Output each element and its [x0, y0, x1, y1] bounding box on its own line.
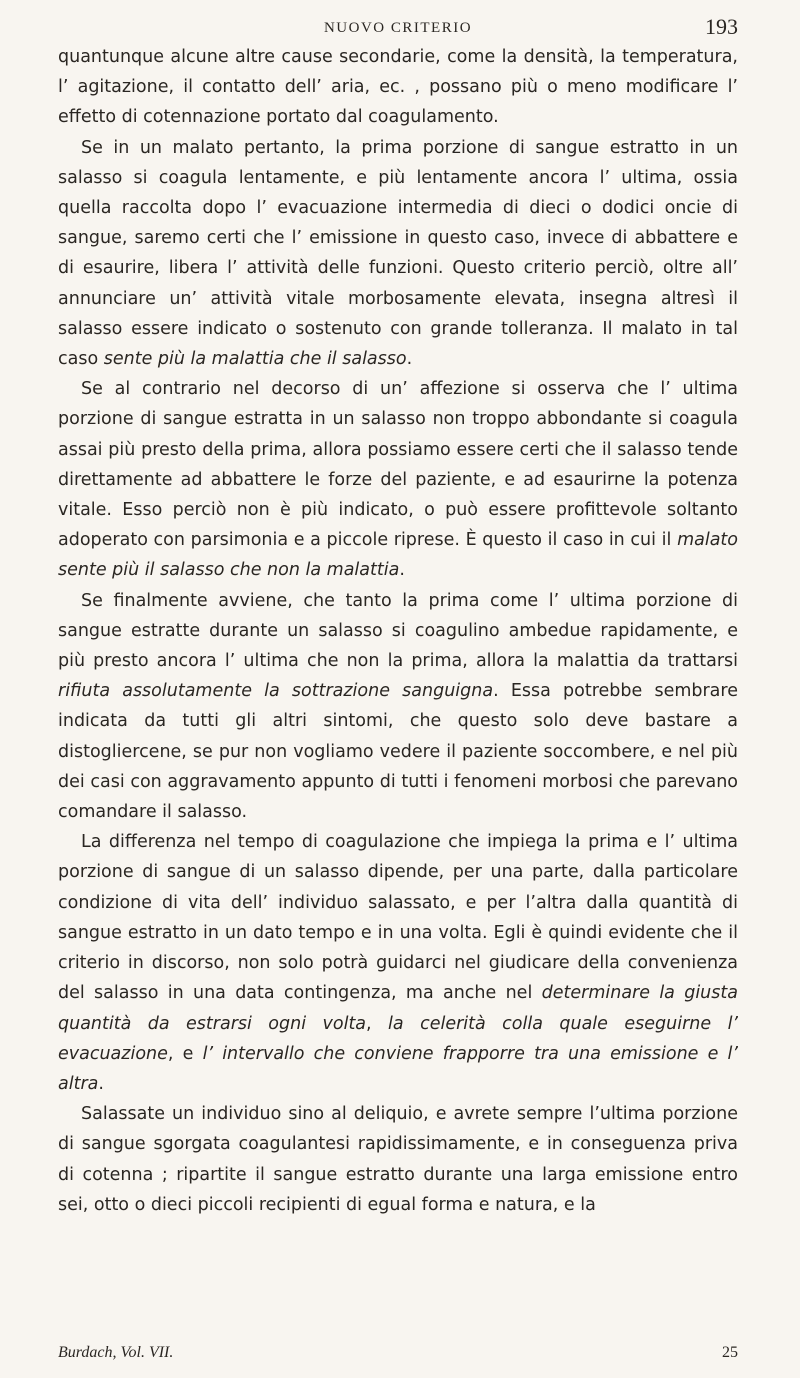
italic-segment: la celerità colla quale eseguirne l’ evacuazione — [58, 1013, 738, 1064]
running-title: NUOVO CRITERIO — [323, 20, 473, 36]
body-text — [58, 42, 738, 1220]
paragraph-p2 — [58, 133, 738, 375]
italic-segment: determinare la giusta quantità da estrarsi ogni volta — [58, 983, 738, 1034]
paragraph-p5 — [58, 827, 738, 1099]
italic-segment: rifiuta assolutamente la sottrazione sanguigna — [58, 681, 494, 702]
text-segment: . — [406, 349, 413, 370]
footer-signature: Burdach, Vol. VII. — [58, 1344, 174, 1361]
text-segment: Se in un malato pertanto, la prima porzione di sangue estratto in un salasso si coagula lentamente, e più lentamente ancora l’ ultima, ossia quella raccolta dopo l’ evacuazione intermedia di dieci o dodici oncie di sangue, saremo certi che l’ emissione in questo caso, invece di abbattere e di esaurire, libera l’ attività delle funzioni. Questo criterio perciò, oltre all’ annunciare un’ attività vitale morbosamente elevata, insegna altresì il salasso essere indicato o sostenuto con grande tolleranza. Il malato in tal caso — [58, 137, 738, 370]
text-segment: Se al contrario nel decorso di un’ affezione si osserva che l’ ultima porzione di sangue estratta in un salasso non troppo abbondante si coagula assai più presto della prima, allora possiamo essere certi che il salasso tende direttamente ad abbattere le forze del paziente, e ad esaurirne la potenza vitale. Esso perciò non è più indicato, o può essere profittevole soltanto adoperato con parsimonia e a piccole riprese. È questo il caso in cui il — [58, 379, 738, 551]
paragraph-p4 — [58, 586, 738, 828]
paragraph-p6 — [58, 1099, 738, 1220]
italic-segment: sente più la malattia che il salasso — [103, 349, 407, 370]
text-segment: Salassate un individuo sino al deliquio, e avrete sempre l’ultima porzione di sangue sgorgata coagulantesi rapidissimamente, e in conseguenza priva di cotenna ; ripartite il sangue estratto durante una larga emissione entro sei, otto o dieci piccoli recipienti di egual forma e natura, e la — [58, 1104, 738, 1215]
text-segment: . Essa potrebbe sembrare indicata da tutti gli altri sintomi, che questo solo deve bastare a distogliercene, se pur non vogliamo vedere il paziente soccombere, e nel più dei casi con aggravamento appunto di tutti i fenomeni morbosi che parevano comandare il salasso. — [58, 681, 738, 823]
italic-segment: l’ intervallo che conviene frapporre tra una emissione e l’ altra — [58, 1043, 738, 1094]
text-segment: , — [366, 1013, 389, 1034]
page-footer — [58, 1344, 738, 1370]
page-number: 193 — [705, 14, 738, 39]
text-segment: La differenza nel tempo di coagulazione che impiega la prima e l’ ultima porzione di sangue di un salasso dipende, per una parte, dalla particolare condizione di vita dell’ individuo salassato, e per l’altra dalla quantità di sangue estratto in un dato tempo e in una volta. Egli è quindi evidente che il criterio in discorso, non solo potrà guidarci nel giudicare della convenienza del salasso in una data contingenza, ma anche nel — [58, 832, 738, 1004]
text-segment: Se finalmente avviene, che tanto la prima come l’ ultima porzione di sangue estratte durante un salasso si coagulino ambedue rapidamente, e più presto ancora l’ ultima che non la prima, allora la malattia da trattarsi — [58, 590, 738, 672]
text-segment: , e — [167, 1043, 203, 1064]
text-segment: . — [399, 560, 405, 581]
running-head — [58, 12, 738, 42]
italic-segment: malato sente più il salasso che non la malattia — [58, 530, 738, 581]
paragraph-p3 — [58, 374, 738, 585]
footer-sheet-mark: 25 — [722, 1344, 738, 1361]
paragraph-p1 — [58, 42, 738, 133]
text-segment: quantunque alcune altre cause secondarie, come la densità, la temperatura, l’ agitazione, il contatto dell’ aria, ec. , possano più o meno modificare l’ effetto di cotennazione portato dal coagulamento. — [58, 47, 738, 128]
text-segment: . — [98, 1073, 104, 1094]
